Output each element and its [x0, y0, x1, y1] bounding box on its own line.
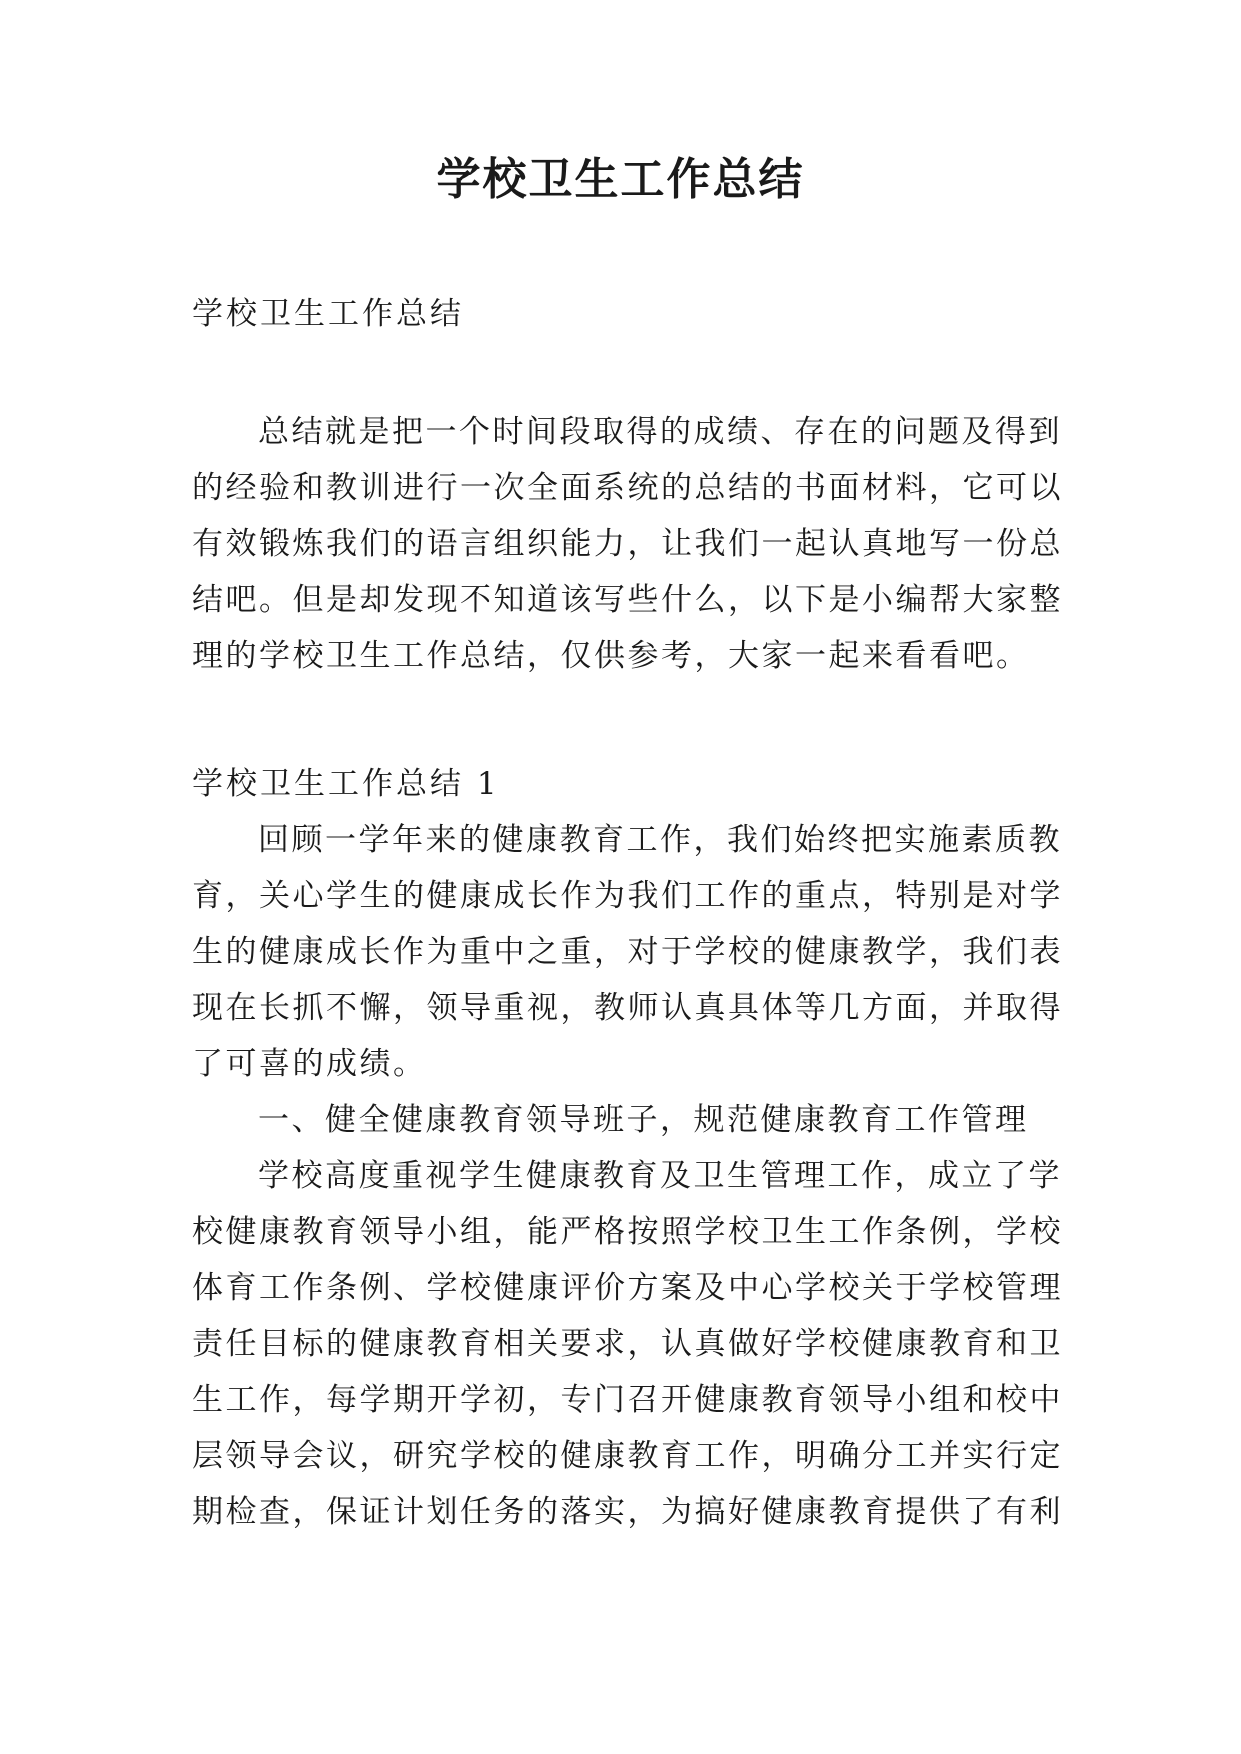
body-line: 了可喜的成绩。 [192, 1046, 427, 1082]
body-line: 期检查，保证计划任务的落实，为搞好健康教育提供了有利 [192, 1494, 1063, 1530]
document-subtitle: 学校卫生工作总结 [192, 296, 464, 332]
body-text [192, 812, 1063, 1540]
body-line: 生工作，每学期开学初，专门召开健康教育领导小组和校中 [192, 1382, 1063, 1418]
body-line: 生的健康成长作为重中之重，对于学校的健康教学，我们表 [192, 934, 1063, 970]
intro-line: 理的学校卫生工作总结，仅供参考，大家一起来看看吧。 [192, 638, 1030, 674]
body-line: 学校高度重视学生健康教育及卫生管理工作，成立了学 [258, 1158, 1062, 1194]
body-line: 校健康教育领导小组，能严格按照学校卫生工作条例，学校 [192, 1214, 1063, 1250]
section-heading: 学校卫生工作总结 1 [192, 766, 500, 802]
intro-line: 有效锻炼我们的语言组织能力，让我们一起认真地写一份总 [192, 526, 1063, 562]
intro-line: 总结就是把一个时间段取得的成绩、存在的问题及得到 [258, 414, 1062, 450]
body-line: 责任目标的健康教育相关要求，认真做好学校健康教育和卫 [192, 1326, 1063, 1362]
subsection-heading: 一、健全健康教育领导班子，规范健康教育工作管理 [258, 1102, 1029, 1138]
body-line: 层领导会议，研究学校的健康教育工作，明确分工并实行定 [192, 1438, 1063, 1474]
document-title: 学校卫生工作总结 [436, 154, 805, 205]
body-line: 回顾一学年来的健康教育工作，我们始终把实施素质教 [258, 822, 1062, 858]
body-line: 体育工作条例、学校健康评价方案及中心学校关于学校管理 [192, 1270, 1063, 1306]
body-line: 育，关心学生的健康成长作为我们工作的重点，特别是对学 [192, 878, 1063, 914]
body-line: 现在长抓不懈，领导重视，教师认真具体等几方面，并取得 [192, 990, 1063, 1026]
intro-line: 的经验和教训进行一次全面系统的总结的书面材料，它可以 [192, 470, 1063, 506]
intro-line: 结吧。但是却发现不知道该写些什么，以下是小编帮大家整 [192, 582, 1063, 618]
intro-paragraph [192, 404, 1063, 684]
